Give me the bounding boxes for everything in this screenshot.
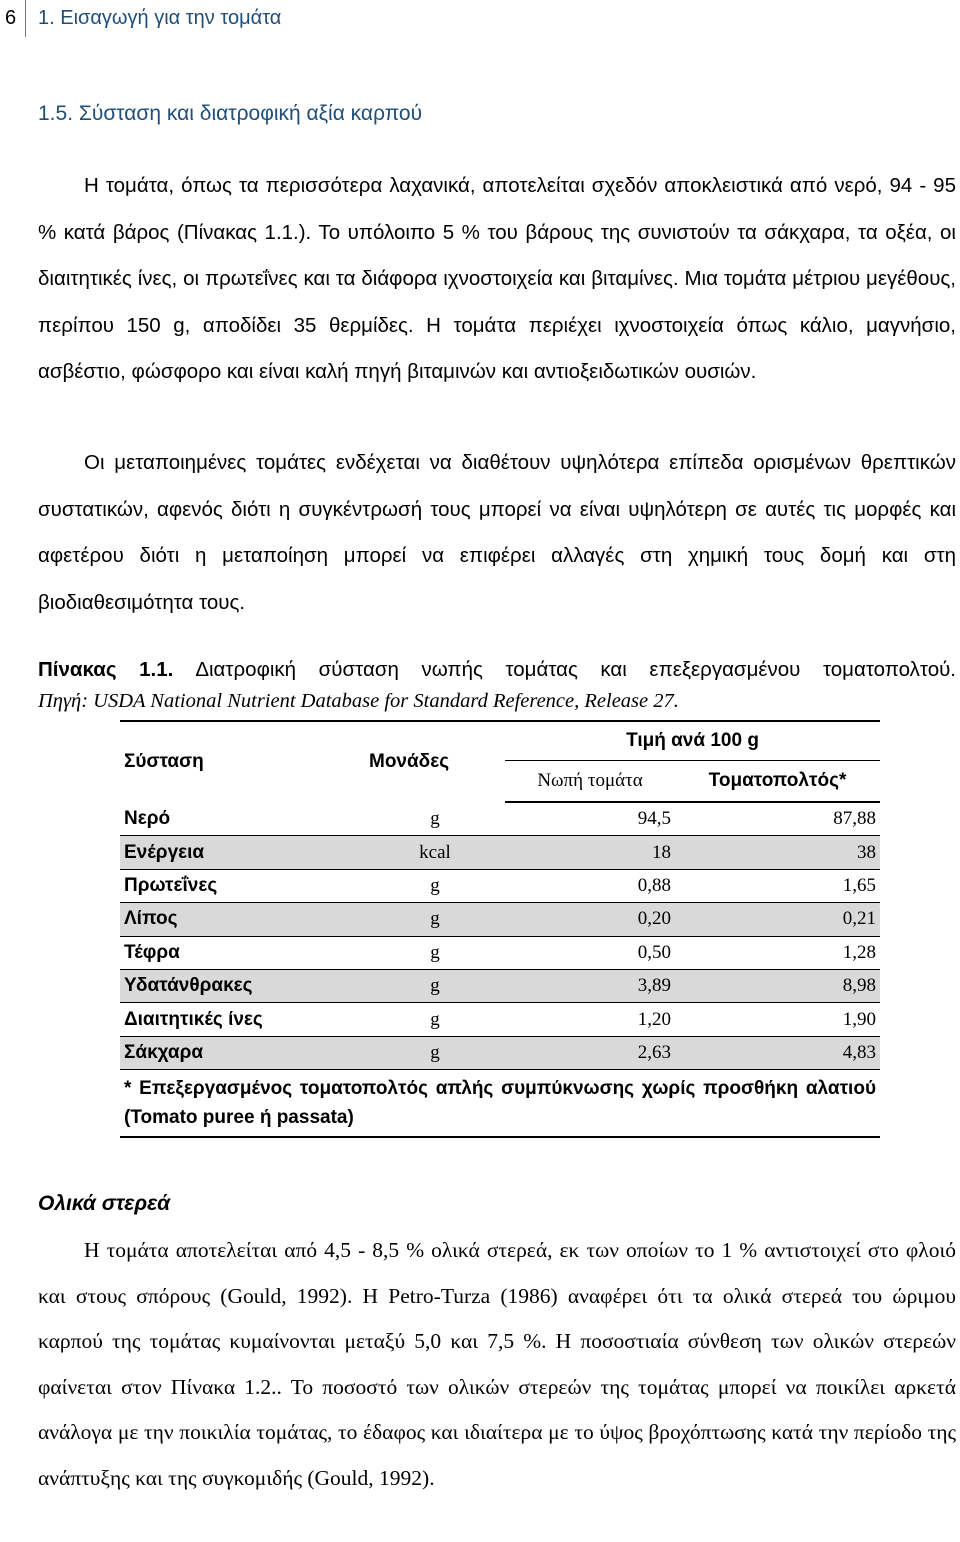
- table-source: Πηγή: USDA National Nutrient Database for Standard Reference, Release 27.: [38, 690, 679, 712]
- table-row: [120, 1036, 880, 1069]
- header-fresh: Νωπή τομάτα: [505, 761, 675, 803]
- row-fresh: 1,20: [505, 1003, 675, 1036]
- row-name: Λίπος: [120, 903, 365, 936]
- row-fresh: 0,88: [505, 869, 675, 902]
- row-paste: 1,28: [675, 936, 880, 969]
- chapter-title: 1. Εισαγωγή για την τομάτα: [38, 7, 282, 29]
- subsection-title: Ολικά στερεά: [38, 1192, 171, 1215]
- row-fresh: 3,89: [505, 969, 675, 1002]
- row-paste: 4,83: [675, 1036, 880, 1069]
- row-fresh: 0,50: [505, 936, 675, 969]
- paragraph-total-solids: Η τομάτα αποτελείται από 4,5 - 8,5 % ολικά στερεά, εκ των οποίων το 1 % αντιστοιχεί στο φλοιό και στους σπόρους (Gould, 1992). Η Petro-Turza (1986) αναφέρει ότι τα ολικά στερεά του ώριμου καρπού της τομάτας κυμαίνονται μεταξύ 5,0 και 7,5 %. Η ποσοστιαία σύνθεση των ολικών στερεών φαίνεται στον Πίνακα 1.2.. Το ποσοστό των ολικών στερεών της τομάτας μπορεί να ποικίλει αρκετά ανάλογα με την ποικιλία τομάτας, το έδαφος και ιδιαίτερα με το ύψος βροχόπτωσης κατά την περίοδο της ανάπτυξης και της συγκομιδής (Gould, 1992).: [38, 1238, 956, 1490]
- row-paste: 0,21: [675, 903, 880, 936]
- table-caption: [38, 658, 956, 682]
- nutrition-table: [120, 720, 880, 1138]
- table-footnote: * Επεξεργασμένος τοματοπολτός απλής συμπύκνωσης χωρίς προσθήκη αλατιού (Tomato puree ή passata): [120, 1070, 880, 1138]
- row-name: Διαιτητικές ίνες: [120, 1003, 365, 1036]
- row-unit: g: [365, 802, 505, 836]
- paragraph-processed: Οι μεταποιημένες τομάτες ενδέχεται να διαθέτουν υψηλότερα επίπεδα ορισμένων θρεπτικών συστατικών, αφενός διότι η συγκέντρωσή τους μπορεί να είναι υψηλότερη σε αυτές τις μορφές και αφετέρου διότι η μεταποίηση μπορεί να επιφέρει αλλαγές στη χημική τους δομή και στη βιοδιαθεσιμότητα τους.: [38, 451, 956, 614]
- row-paste: 1,90: [675, 1003, 880, 1036]
- row-unit: g: [365, 1036, 505, 1069]
- row-unit: g: [365, 903, 505, 936]
- row-unit: g: [365, 869, 505, 902]
- page-header: [0, 0, 400, 38]
- table-caption-text: Διατροφική σύσταση νωπής τομάτας και επεξεργασμένου τοματοπολτού.: [195, 658, 956, 681]
- section-title: 1.5. Σύσταση και διατροφική αξία καρπού: [38, 102, 423, 125]
- row-unit: kcal: [365, 836, 505, 869]
- row-name: Ενέργεια: [120, 836, 365, 869]
- header-divider: [25, 0, 26, 37]
- table-caption-label: Πίνακας 1.1.: [38, 658, 174, 681]
- table-row: [120, 836, 880, 869]
- header-paste: Τοματοπολτός*: [675, 761, 880, 803]
- header-units: Μονάδες: [365, 721, 505, 802]
- table-row: [120, 869, 880, 902]
- table-footnote-row: [120, 1070, 880, 1138]
- table-row: [120, 936, 880, 969]
- page-number: 6: [5, 7, 17, 29]
- table-row: [120, 969, 880, 1002]
- row-name: Τέφρα: [120, 936, 365, 969]
- header-value-group: Τιμή ανά 100 g: [505, 721, 880, 761]
- row-unit: g: [365, 969, 505, 1002]
- row-unit: g: [365, 936, 505, 969]
- row-paste: 38: [675, 836, 880, 869]
- row-fresh: 94,5: [505, 802, 675, 836]
- row-fresh: 0,20: [505, 903, 675, 936]
- row-name: Νερό: [120, 802, 365, 836]
- header-composition: Σύσταση: [120, 721, 365, 802]
- row-paste: 87,88: [675, 802, 880, 836]
- row-name: Σάκχαρα: [120, 1036, 365, 1069]
- row-name: Πρωτεΐνες: [120, 869, 365, 902]
- table-row: [120, 802, 880, 836]
- row-unit: g: [365, 1003, 505, 1036]
- row-fresh: 18: [505, 836, 675, 869]
- paragraph-composition: Η τομάτα, όπως τα περισσότερα λαχανικά, αποτελείται σχεδόν αποκλειστικά από νερό, 94 - 95 % κατά βάρος (Πίνακας 1.1.). Το υπόλοιπο 5 % του βάρους της συνιστούν τα σάκχαρα, τα οξέα, οι διαιτητικές ίνες, οι πρωτεΐνες και τα διάφορα ιχνοστοιχεία και βιταμίνες. Μια τομάτα μέτριου μεγέθους, περίπου 150 g, αποδίδει 35 θερμίδες. Η τομάτα περιέχει ιχνοστοιχεία όπως κάλιο, μαγνήσιο, ασβέστιο, φώσφορο και είναι καλή πηγή βιταμινών και αντιοξειδωτικών ουσιών.: [38, 174, 956, 383]
- row-paste: 8,98: [675, 969, 880, 1002]
- row-paste: 1,65: [675, 869, 880, 902]
- table-row: [120, 903, 880, 936]
- table-row: [120, 1003, 880, 1036]
- row-name: Υδατάνθρακες: [120, 969, 365, 1002]
- row-fresh: 2,63: [505, 1036, 675, 1069]
